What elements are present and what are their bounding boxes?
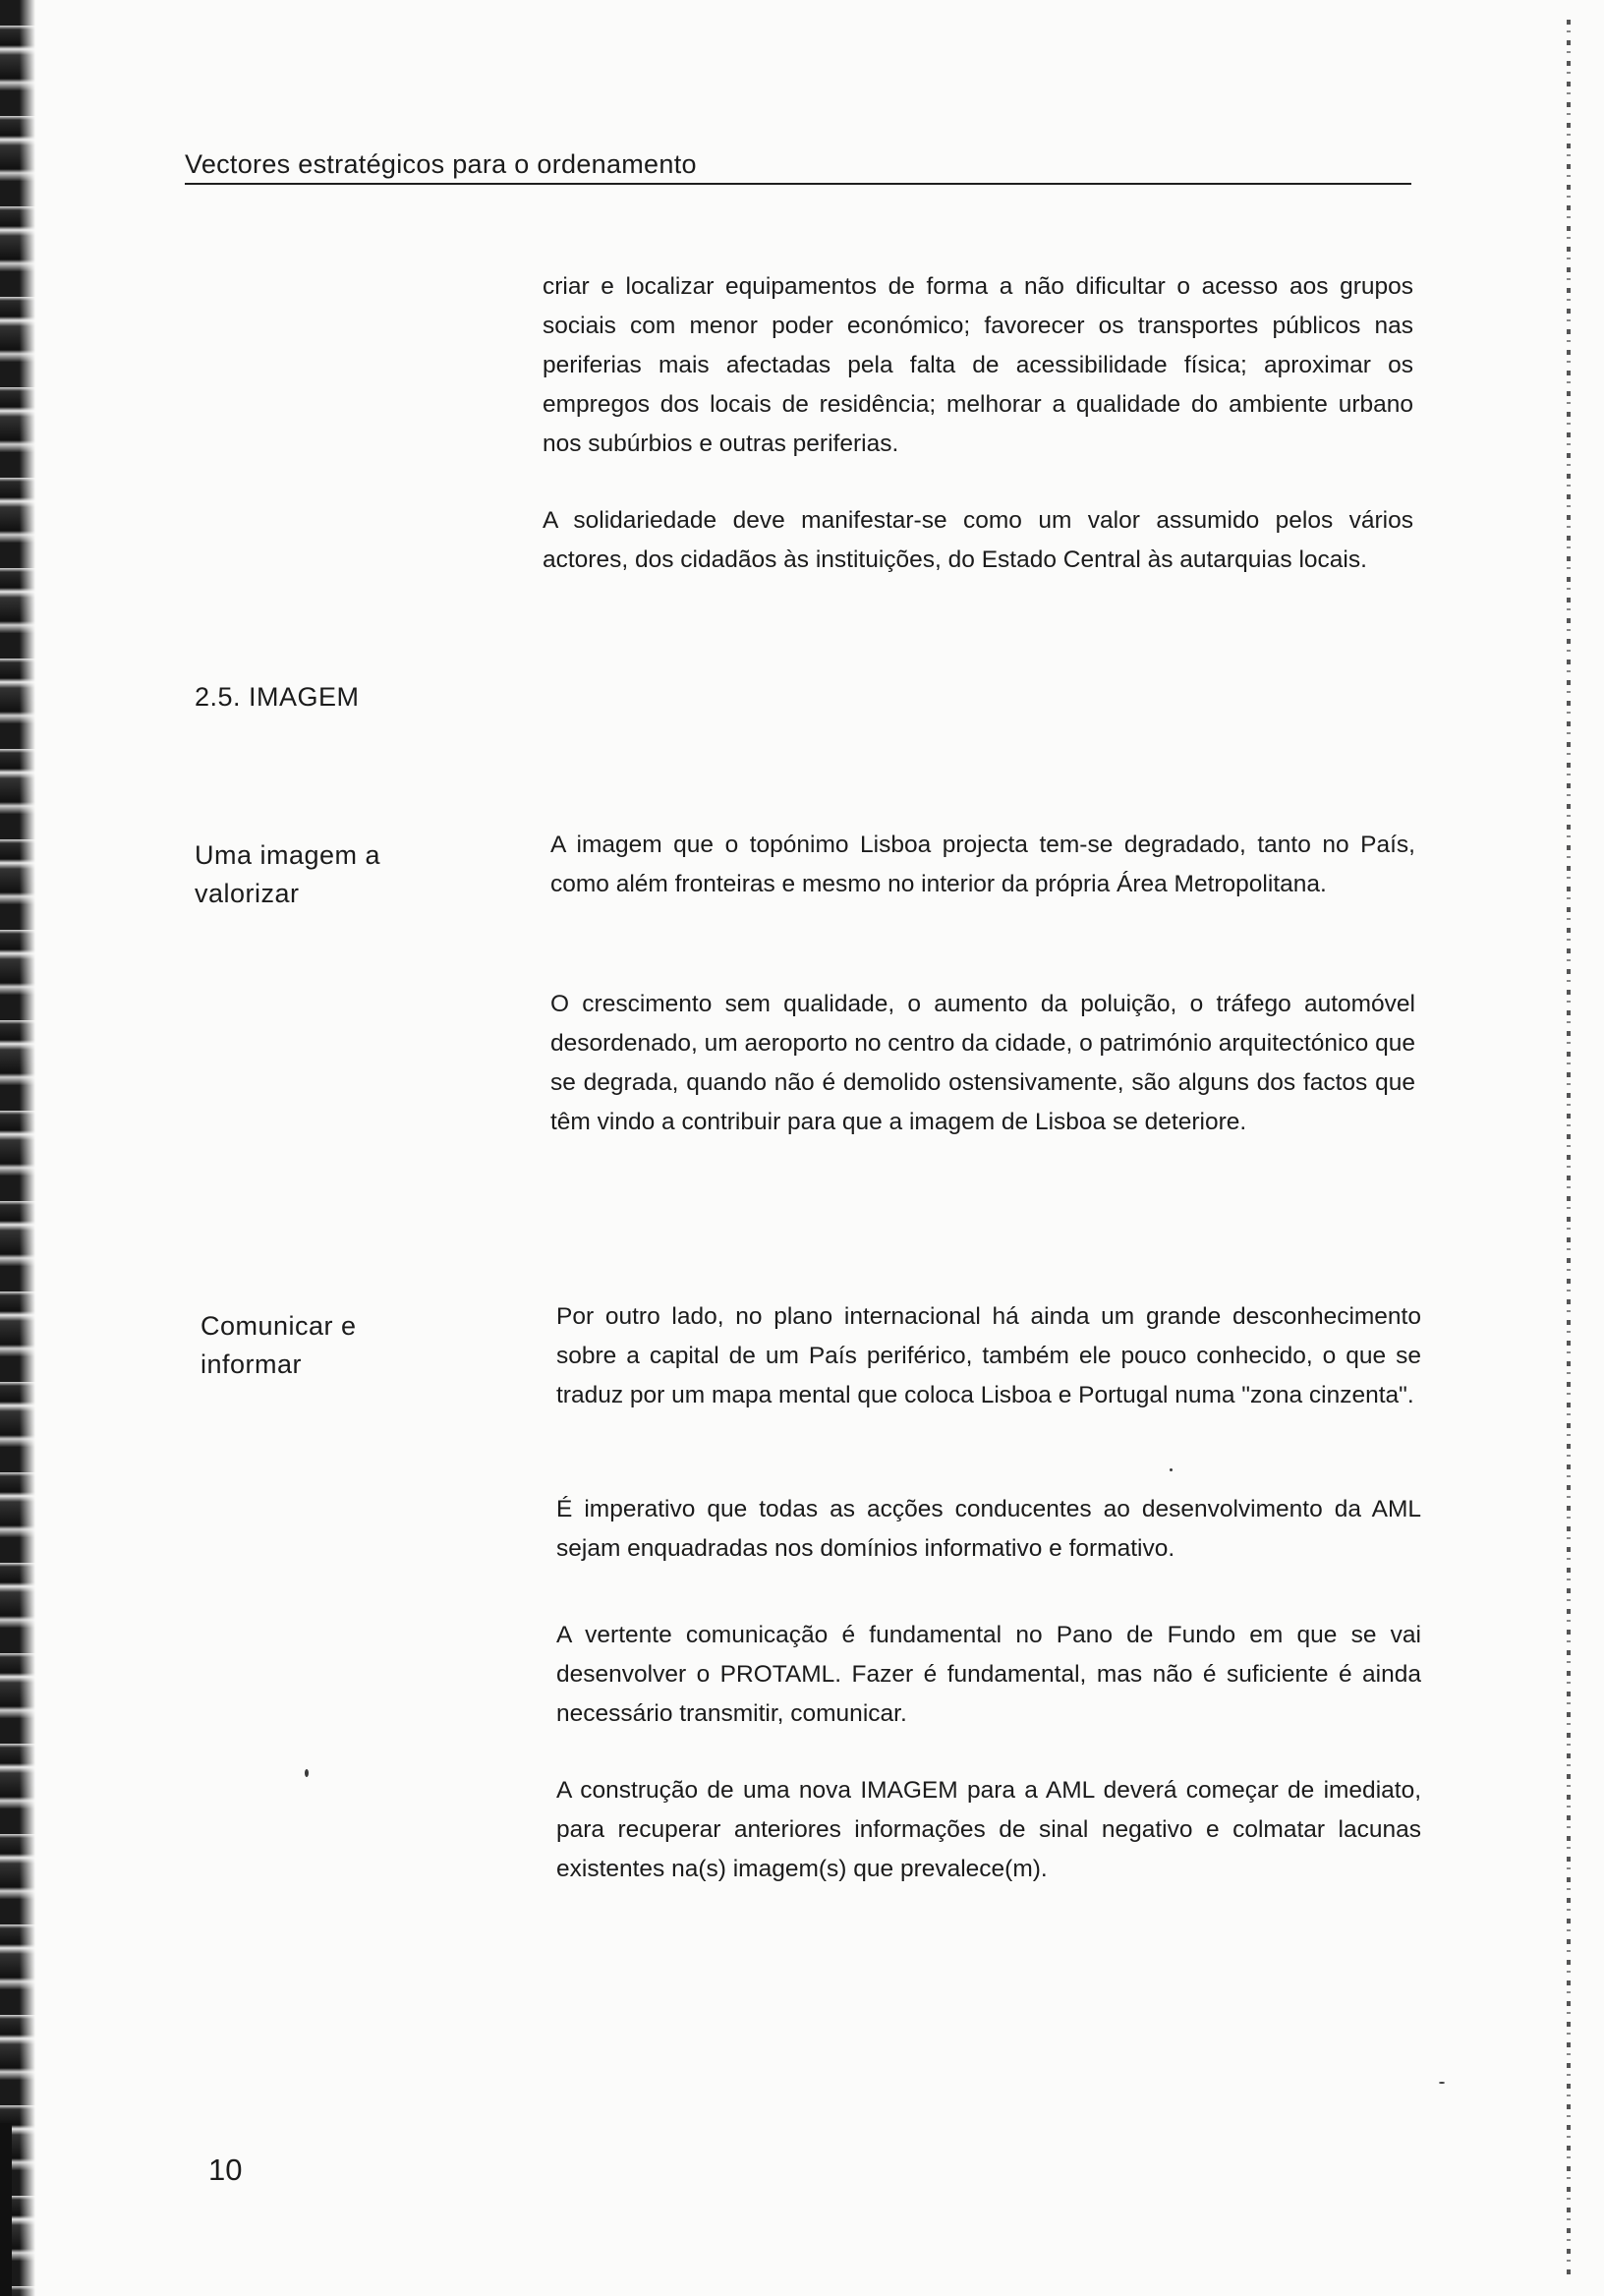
communicate-paragraph-3: A vertente comunicação é fundamental no Pano de Fundo em que se vai desenvolver o PROTAML. Fazer é fundamental, mas não é suficiente é ainda necessário transmitir, comunicar. bbox=[556, 1622, 1421, 1727]
side-label-image: Uma imagem a valorizar bbox=[195, 840, 381, 908]
header-title: Vectores estratégicos para o ordenamento bbox=[185, 149, 697, 179]
image-paragraph-2: O crescimento sem qualidade, o aumento da poluição, o tráfego automóvel desordenado, um aeroporto no centro da cidade, o património arquitectónico que se degrada, quando não é demolido ostensivamente, são alguns dos factos que têm vindo a contribuir para que a imagem de Lisboa se deteriore. bbox=[550, 991, 1415, 1135]
scan-speck bbox=[1439, 2082, 1445, 2084]
communicate-paragraph-2: É imperativo que todas as acções conducentes ao desenvolvimento da AML sejam enquadradas nos domínios informativo e formativo. bbox=[556, 1496, 1421, 1562]
page-number: 10 bbox=[208, 2152, 243, 2187]
page-header bbox=[185, 149, 1411, 185]
intro-paragraph-1: criar e localizar equipamentos de forma a não dificultar o acesso aos grupos sociais com menor poder económico; favorecer os transportes públicos nas periferias mais afectadas pela falta de acessibilidade física; aproximar os empregos dos locais de residência; melhorar a qualidade do ambiente urbano nos subúrbios e outras periferias. bbox=[543, 273, 1413, 457]
scan-edge-left bbox=[0, 0, 35, 2296]
scan-edge-right bbox=[1567, 20, 1571, 2276]
communicate-paragraph-4: A construção de uma nova IMAGEM para a AML deverá começar de imediato, para recuperar anteriores informações de sinal negativo e colmatar lacunas existentes na(s) imagem(s) que prevalece(m). bbox=[556, 1777, 1421, 1882]
communicate-paragraph-1: Por outro lado, no plano internacional há ainda um grande desconhecimento sobre a capital de um País periférico, também ele pouco conhecido, o que se traduz por um mapa mental que coloca Lisboa e Portugal numa "zona cinzenta". bbox=[556, 1303, 1421, 1408]
scan-speck bbox=[305, 1769, 309, 1777]
section-title: 2.5. IMAGEM bbox=[195, 682, 360, 712]
intro-paragraph-2: A solidariedade deve manifestar-se como um valor assumido pelos vários actores, dos cidadãos às instituições, do Estado Central às autarquias locais. bbox=[543, 507, 1413, 573]
side-label-communicate: Comunicar e informar bbox=[200, 1311, 357, 1379]
image-paragraph-1: A imagem que o topónimo Lisboa projecta tem-se degradado, tanto no País, como além fronteiras e mesmo no interior da própria Área Metropolitana. bbox=[550, 832, 1415, 897]
scan-edge-left-tail bbox=[0, 2123, 59, 2296]
scan-speck bbox=[1170, 1468, 1173, 1471]
